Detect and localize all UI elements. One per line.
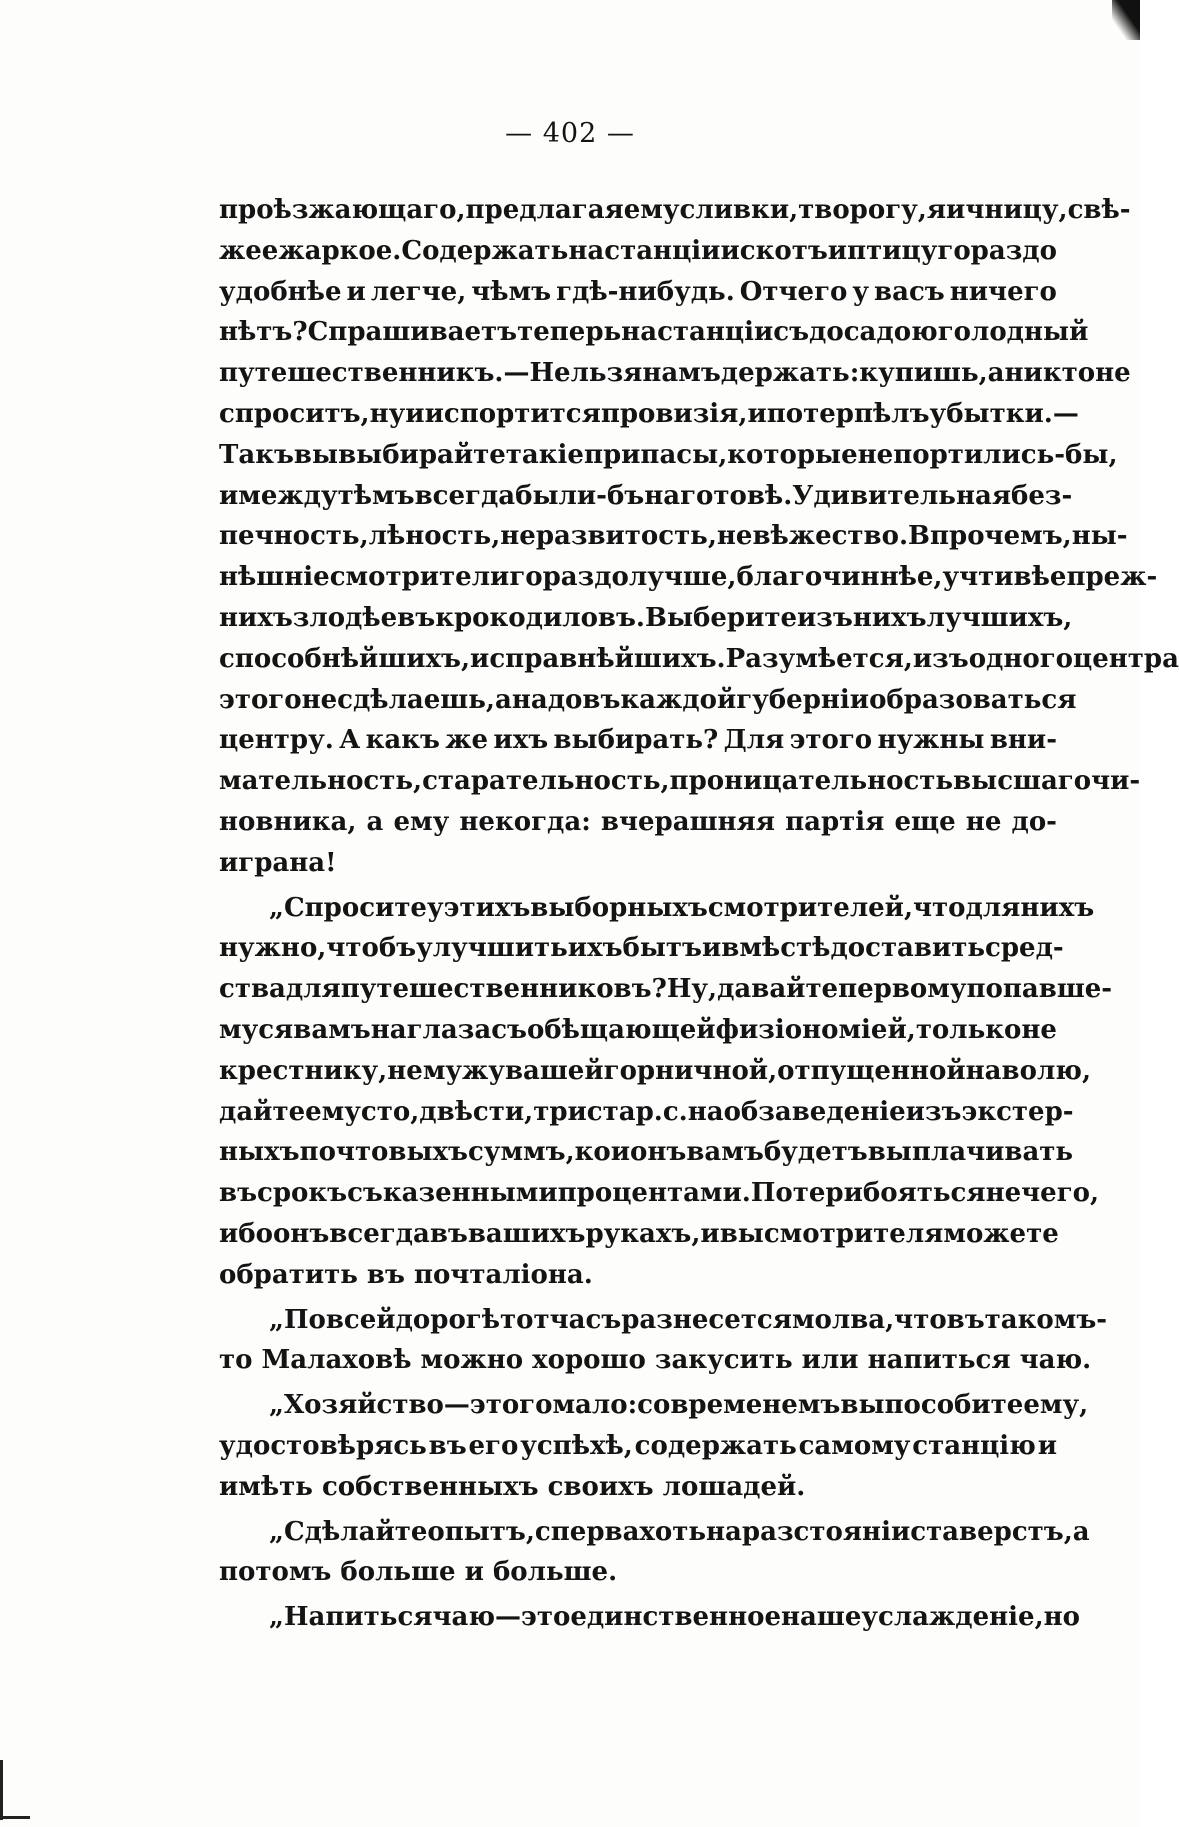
text-line: Такъ вы выбирайте такіе припасы, которые не портились-бы, [219,439,1118,470]
text-line: обратить въ почталіона. [219,1259,593,1290]
text-line: „Напиться чаю—это единственное наше услажденіе, но [269,1602,1081,1633]
body-text [219,190,1179,1638]
text-line: нѣшніе смотрители гораздо лучше, благочиннѣе, учтивѣе преж- [219,562,1158,593]
text-line: путешественникъ.—Нельзя намъ держать: купишь, а никто не [219,358,1131,389]
text-line: нихъ злодѣевъ крокодиловъ. Выберите изъ нихъ лучшихъ, [219,602,1073,633]
text-line: „Спросите у этихъ выборныхъ смотрителей, что для нихъ [269,892,1095,923]
text-line: нужно, чтобъ улучшить ихъ бытъ и вмѣстѣ доставить сред- [219,933,1064,964]
text-line: спроситъ, ну и испортится провизія, и потерпѣлъ убытки.— [219,398,1079,429]
text-line: „Хозяйство—этого мало: со временемъ вы пособите ему, [269,1390,1089,1421]
text-line: „Сдѣлайте опытъ, сперва хоть на разстояніи ста верстъ, а [269,1516,1090,1547]
text-line: муся вамъ на глаза съ обѣщающей физіономіей, только не [219,1014,1057,1045]
text-line: способнѣйшихъ, исправнѣйшихъ. Разумѣется, изъ одного центра [219,643,1179,674]
scan-edge-mark [0,1760,3,1820]
text-line: имѣть собственныхъ своихъ лошадей. [219,1471,806,1502]
text-line: удобнѣе и легче, чѣмъ гдѣ-нибудь. Отчего у васъ ничего [219,276,1057,307]
text-line: то Малаховѣ можно хорошо закусить или напиться чаю. [219,1345,1092,1376]
text-line: проѣзжающаго, предлагая ему сливки, творогу, яичницу, свѣ- [219,195,1131,225]
text-line: печность, лѣность, неразвитость, невѣжество. Впрочемъ, ны- [219,521,1128,552]
text-line: играна! [219,847,337,878]
text-line: дайте ему сто, двѣсти, триста р. с. на обзаведеніе изъ экстер- [219,1096,1074,1127]
text-line: этого не сдѣлаешь, а надо въ каждой губерніи образоваться [219,684,1077,715]
scan-corner-shadow [1112,0,1140,40]
text-line: крестнику, не мужу вашей горничной, отпущенной на волю, [219,1055,1091,1086]
text-line: нѣтъ? Спрашиваетъ теперь на станціи съ досадою голодный [219,317,1089,348]
text-line: удостовѣрясь въ его успѣхѣ, содержать самому станцію и [219,1430,1057,1461]
text-line: центру. А какъ же ихъ выбирать? Для этого нужны вни- [219,725,1057,756]
text-line: новника, а ему некогда: вчерашняя партія еще не до- [219,806,1057,837]
page-number: — 402 — [505,118,635,149]
text-line: потомъ больше и больше. [219,1557,618,1588]
text-line: мательность, старательность, проницательность высшаго чи- [219,766,1141,797]
text-line: и между тѣмъ всегда были-бъ на готовѣ. Удивительная без- [219,480,1073,511]
text-line: ибо онъ всегда въ вашихъ рукахъ, и вы смотрителя можете [219,1218,1059,1249]
text-line: жее жаркое. Содержать на станціи и скотъ и птицу гораздо [219,235,1057,266]
text-line: ства для путешественниковъ? Ну, давайте первому попавше- [219,974,1113,1005]
text-line: въ срокъ съ казенными процентами. Потери бояться нечего, [219,1178,1100,1209]
text-line: ныхъ почтовыхъ суммъ, кои онъ вамъ будетъ выплачивать [219,1137,1074,1168]
text-line: „По всей дорогѣ тотчасъ разнесется молва, что въ такомъ- [269,1304,1108,1335]
scan-edge-mark [0,1816,30,1819]
